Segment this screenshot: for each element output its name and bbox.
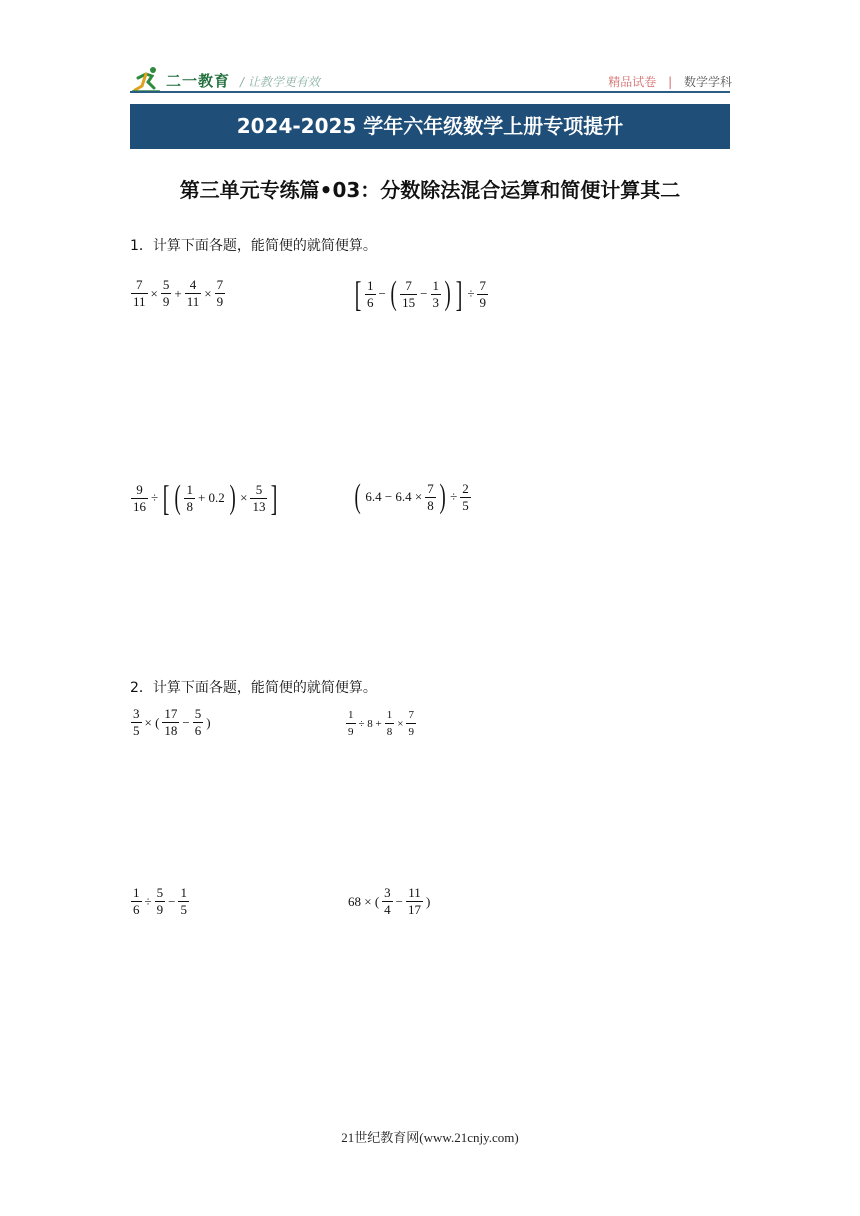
problem-2-1: $\frac{3}{5}$ × ( $\frac{17}{18}$ − $\frac{5}{6}$ )	[133, 706, 211, 738]
subject-tag: 数学学科	[683, 75, 732, 89]
problem-2-2: $\frac{1}{9}$ ÷ 8 + $\frac{1}{8}$ × $\frac{7}{9}$	[348, 709, 414, 738]
page-footer: 21世纪教育网(www.21cnjy.com)	[341, 1130, 519, 1145]
problem-1-4: ( 6.4 − 6.4 × $\frac{7}{8}$ ) ÷ $\frac{2}{5}$	[354, 478, 469, 515]
problem-2-4: 68 × ( $\frac{3}{4}$ − $\frac{11}{17}$ )	[348, 885, 431, 917]
brand-slogan: / 让教学更有效	[240, 75, 320, 89]
problem-1-1: $\frac{7}{11}$ × $\frac{5}{9}$ + $\frac{4}{11}$ × $\frac{7}{9}$	[133, 277, 224, 309]
banner-title: 2024-2025 学年六年级数学上册专项提升	[130, 104, 730, 149]
premium-tag: 精品试卷	[608, 75, 657, 89]
header-tags	[608, 73, 732, 90]
page-subtitle: 第三单元专练篇•03：分数除法混合运算和简便计算其二	[179, 178, 681, 202]
problem-2-3: $\frac{1}{6}$ ÷ $\frac{5}{9}$ − $\frac{1}{5}$	[133, 885, 187, 917]
tag-separator: |	[668, 75, 673, 89]
running-figure-icon	[132, 66, 162, 92]
section-2-title: 2．计算下面各题，能简便的就简便算。	[130, 680, 377, 696]
brand-name: 二一教育	[166, 72, 231, 90]
section-1-title: 1．计算下面各题，能简便的就简便算。	[130, 238, 377, 254]
problem-1-3: $\frac{9}{16}$ ÷ [ ( $\frac{1}{8}$ + 0.2 ) × $\frac{5}{13}$ ]	[133, 478, 278, 518]
header-divider	[130, 91, 730, 93]
problem-1-2: [ $\frac{1}{6}$ − ( $\frac{7}{15}$ − $\frac{1}{3}$ ) ] ÷ $\frac{7}{9}$	[354, 274, 486, 314]
